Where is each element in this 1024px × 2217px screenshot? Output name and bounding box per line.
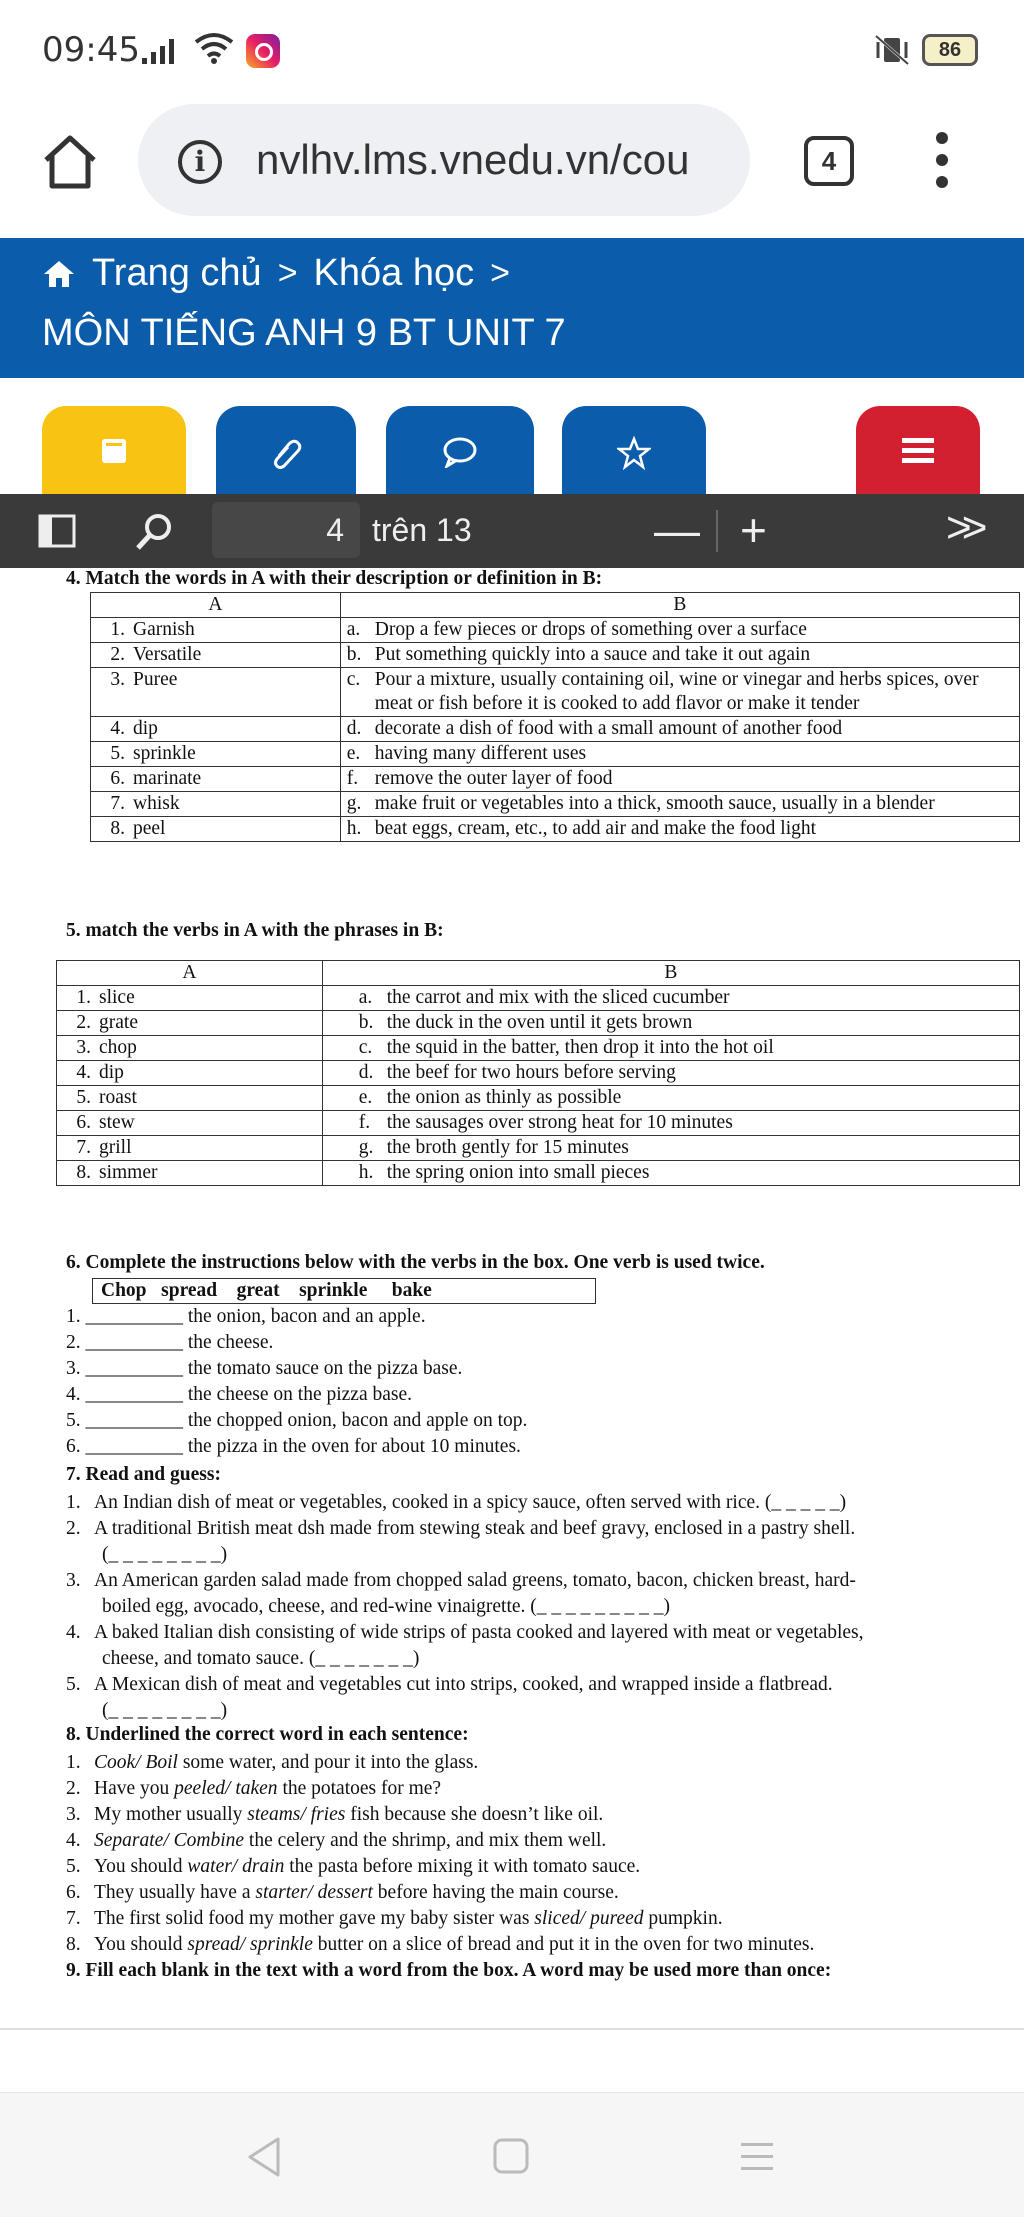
system-navigation-bar xyxy=(0,2092,1024,2217)
page-footer-space xyxy=(0,2030,1024,2092)
status-bar xyxy=(0,0,1024,100)
ex9-title: 9. Fill each blank in the text with a word from the box. A word may be used more than once: xyxy=(66,1960,832,1981)
ex4-head-b: B xyxy=(340,593,1019,618)
list-item: 2. Have you peeled/ taken the potatoes for me? xyxy=(66,1778,442,1799)
table-row: 1. slice a. the carrot and mix with the sliced cucumber xyxy=(57,986,1020,1011)
address-bar[interactable] xyxy=(138,104,750,216)
breadcrumb-courses-link[interactable]: Khóa học xyxy=(313,252,475,294)
more-tools-icon[interactable]: >> xyxy=(946,503,978,552)
notes-button[interactable] xyxy=(42,406,186,496)
vibrate-mute-icon xyxy=(872,34,912,66)
ex7-items xyxy=(66,1490,864,1724)
list-item: 6. They usually have a starter/ dessert before having the main course. xyxy=(66,1882,619,1903)
list-item: 1. An Indian dish of meat or vegetables, cooked in a spicy sauce, often served with rice. (_ _ _ _ _) xyxy=(66,1492,847,1513)
table-row: 6. stew f. the sausages over strong heat for 10 minutes xyxy=(57,1111,1020,1136)
page-number-input[interactable]: 4 xyxy=(212,502,360,558)
table-row: 2. grate b. the duck in the oven until it gets brown xyxy=(57,1011,1020,1036)
favorite-button[interactable] xyxy=(562,406,706,496)
table-row: 4. dip d. decorate a dish of food with a small amount of another food xyxy=(91,717,1020,742)
list-item: 4. A baked Italian dish consisting of wide strips of pasta cooked and layered with meat or vegetables, cheese, and tomato sauce. (_ _ _ _ _ _ _) xyxy=(66,1622,864,1669)
table-row: 7. grill g. the broth gently for 15 minutes xyxy=(57,1136,1020,1161)
attachments-button[interactable] xyxy=(216,406,356,496)
ex8-items xyxy=(66,1750,814,1958)
list-item: 4. __________ the cheese on the pizza base. xyxy=(66,1384,413,1405)
wifi-icon xyxy=(194,32,234,64)
table-row: 5. roast e. the onion as thinly as possible xyxy=(57,1086,1020,1111)
zoom-out-button[interactable]: — xyxy=(654,504,700,556)
back-icon[interactable] xyxy=(244,2135,284,2179)
home-breadcrumb-icon[interactable] xyxy=(42,259,76,289)
ex4-table xyxy=(90,592,1020,842)
ex6-title: 6. Complete the instructions below with the verbs in the box. One verb is used twice. xyxy=(66,1252,765,1273)
list-item: 2. __________ the cheese. xyxy=(66,1332,274,1353)
table-row: 4. dip d. the beef for two hours before serving xyxy=(57,1061,1020,1086)
list-item: 4. Separate/ Combine the celery and the shrimp, and mix them well. xyxy=(66,1830,607,1851)
search-icon[interactable] xyxy=(134,512,174,552)
star-icon xyxy=(617,436,651,470)
chat-bubble-icon xyxy=(442,436,478,468)
list-item: 8. You should spread/ sprinkle butter on a slice of bread and put it in the oven for two minutes. xyxy=(66,1934,815,1955)
ex6-items xyxy=(66,1304,527,1460)
ex6-word-box: Chop spread great sprinkle bake xyxy=(92,1278,596,1304)
table-row: 3. chop c. the squid in the batter, then drop it into the hot oil xyxy=(57,1036,1020,1061)
comments-button[interactable] xyxy=(386,406,534,496)
breadcrumb-separator-icon: > xyxy=(277,254,298,292)
ex5-table xyxy=(56,960,1020,1186)
ex7-title: 7. Read and guess: xyxy=(66,1464,221,1485)
breadcrumb-separator-icon: > xyxy=(490,254,510,292)
home-icon[interactable] xyxy=(38,130,102,194)
ex4-title: 4. Match the words in A with their description or definition in B: xyxy=(66,568,603,589)
table-row: 7. whisk g. make fruit or vegetables into a thick, smooth sauce, usually in a blender xyxy=(91,792,1020,817)
table-row: 3. Puree c. Pour a mixture, usually containing oil, wine or vinegar and herbs spices, over meat or fish before it is cooked to add flavor or make it tender xyxy=(91,668,1020,717)
page-total-label: trên 13 xyxy=(372,512,472,548)
home-nav-icon[interactable] xyxy=(492,2137,530,2175)
status-time: 09:45 xyxy=(42,30,140,70)
ex5-head-a: A xyxy=(57,961,323,986)
table-row: 6. marinate f. remove the outer layer of food xyxy=(91,767,1020,792)
course-title: MÔN TIẾNG ANH 9 BT UNIT 7 xyxy=(42,312,566,354)
zoom-in-button[interactable]: + xyxy=(740,504,767,556)
table-row: 8. simmer h. the spring onion into small pieces xyxy=(57,1161,1020,1186)
instagram-notification-icon xyxy=(246,34,280,68)
ex5-title: 5. match the verbs in A with the phrases in B: xyxy=(66,920,444,941)
table-row: 8. peel h. beat eggs, cream, etc., to add air and make the food light xyxy=(91,817,1020,842)
signal-icon xyxy=(142,36,186,64)
list-item: 2. A traditional British meat dsh made from stewing steak and beef gravy, enclosed in a pastry shell. (_ _ _ _ _ _ _ _) xyxy=(66,1518,856,1565)
table-row: 2. Versatile b. Put something quickly into a sauce and take it out again xyxy=(91,643,1020,668)
ex4-head-a: A xyxy=(91,593,341,618)
menu-button[interactable] xyxy=(856,406,980,496)
tab-switcher-button[interactable]: 4 xyxy=(804,136,854,186)
list-item: 1. Cook/ Boil some water, and pour it into the glass. xyxy=(66,1752,479,1773)
list-item: 5. A Mexican dish of meat and vegetables cut into strips, cooked, and wrapped inside a flatbread. (_ _ _ _ _ _ _ _) xyxy=(66,1674,833,1721)
browser-toolbar xyxy=(0,100,1024,238)
list-item: 6. __________ the pizza in the oven for about 10 minutes. xyxy=(66,1436,521,1457)
list-item: 7. The first solid food my mother gave my baby sister was sliced/ pureed pumpkin. xyxy=(66,1908,723,1929)
browser-menu-icon[interactable] xyxy=(930,132,954,196)
ex5-head-b: B xyxy=(322,961,1019,986)
list-item: 3. __________ the tomato sauce on the pizza base. xyxy=(66,1358,463,1379)
url-text[interactable]: nvlhv.lms.vnedu.vn/cou xyxy=(256,136,690,183)
paperclip-icon xyxy=(269,436,303,470)
course-actions xyxy=(0,378,1024,494)
ex8-title: 8. Underlined the correct word in each sentence: xyxy=(66,1724,469,1745)
list-item: 3. An American garden salad made from chopped salad greens, tomato, bacon, chicken breast, hard- boiled egg, avocado, cheese, and red-wine vinaigrette. (_ _ _ _ _ _ _ _ _) xyxy=(66,1570,856,1617)
list-item: 3. My mother usually steams/ fries fish because she doesn’t like oil. xyxy=(66,1804,604,1825)
site-header xyxy=(0,238,1024,378)
table-row: 1. Garnish a. Drop a few pieces or drops of something over a surface xyxy=(91,618,1020,643)
list-item: 1. __________ the onion, bacon and an apple. xyxy=(66,1306,426,1327)
sidebar-toggle-icon[interactable] xyxy=(38,514,76,548)
toolbar-divider xyxy=(716,510,718,552)
table-row: 5. sprinkle e. having many different uses xyxy=(91,742,1020,767)
list-item: 5. __________ the chopped onion, bacon and apple on top. xyxy=(66,1410,528,1431)
list-item: 5. You should water/ drain the pasta before mixing it with tomato sauce. xyxy=(66,1856,641,1877)
recent-apps-icon[interactable] xyxy=(738,2139,776,2175)
hamburger-icon xyxy=(900,436,936,466)
pdf-viewer-toolbar xyxy=(0,494,1024,568)
site-info-icon[interactable]: i xyxy=(178,140,222,184)
breadcrumb-home-link[interactable]: Trang chủ xyxy=(92,252,262,294)
notebook-icon xyxy=(97,436,131,466)
battery-indicator: 86 xyxy=(922,34,978,66)
pdf-page xyxy=(0,568,1024,2028)
breadcrumb xyxy=(42,252,510,295)
